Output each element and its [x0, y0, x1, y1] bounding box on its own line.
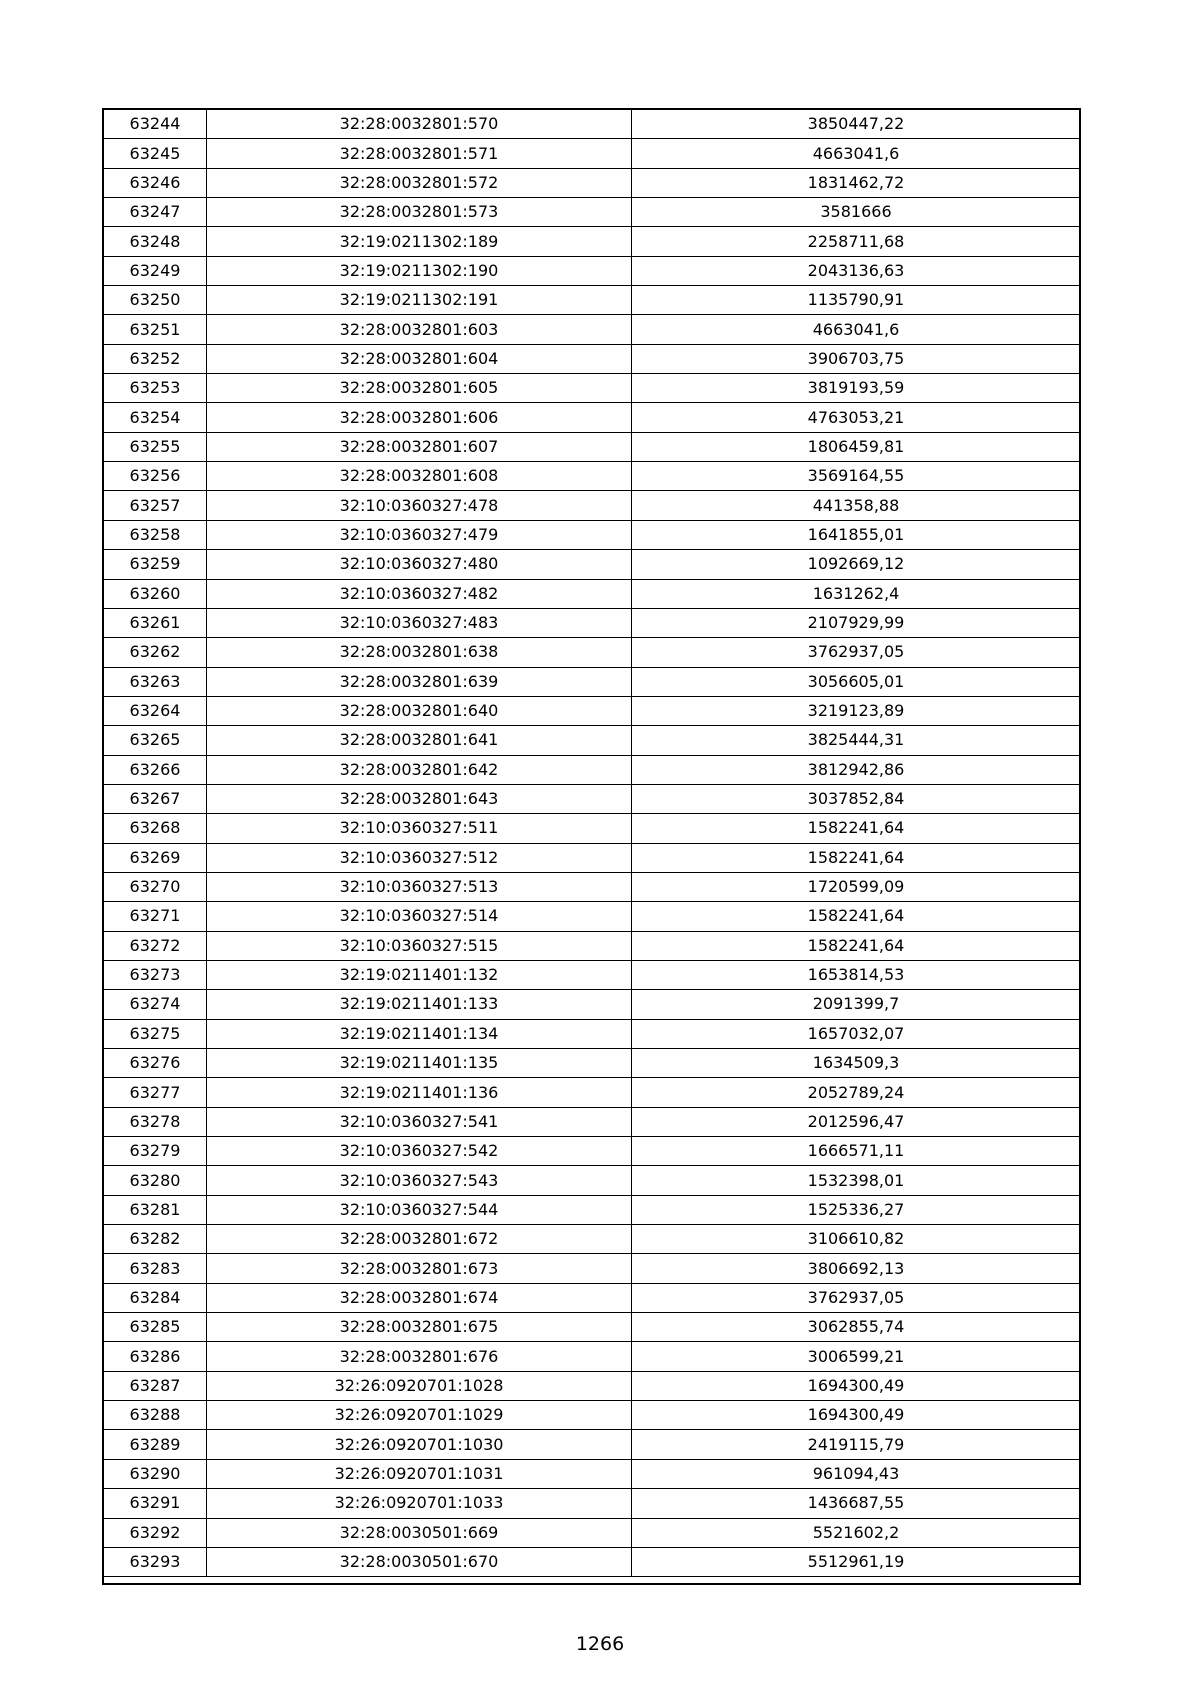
cadastral-number-cell: 32:28:0032801:673 — [207, 1254, 632, 1283]
row-number-cell: 63283 — [104, 1254, 207, 1283]
cadastral-number-cell: 32:28:0032801:638 — [207, 638, 632, 667]
cadastral-number-cell: 32:10:0360327:541 — [207, 1107, 632, 1136]
page-number: 1266 — [575, 1633, 625, 1655]
table-row — [104, 374, 1081, 403]
row-number-cell: 63265 — [104, 726, 207, 755]
cadastral-number-cell: 32:10:0360327:543 — [207, 1166, 632, 1195]
cadastral-number-cell: 32:10:0360327:513 — [207, 872, 632, 901]
table-row — [104, 1166, 1081, 1195]
cadastral-number-cell: 32:28:0032801:604 — [207, 344, 632, 373]
table-row — [104, 960, 1081, 989]
row-number-cell: 63258 — [104, 520, 207, 549]
cadastral-number-cell: 32:28:0032801:572 — [207, 168, 632, 197]
table-row — [104, 872, 1081, 901]
cadastral-number-cell: 32:19:0211401:134 — [207, 1019, 632, 1048]
value-cell: 961094,43 — [632, 1459, 1081, 1488]
cadastral-number-cell: 32:10:0360327:483 — [207, 608, 632, 637]
row-number-cell: 63248 — [104, 227, 207, 256]
row-number-cell: 63251 — [104, 315, 207, 344]
row-number-cell: 63262 — [104, 638, 207, 667]
row-number-cell: 63266 — [104, 755, 207, 784]
row-number-cell: 63279 — [104, 1137, 207, 1166]
cadastral-number-cell: 32:10:0360327:482 — [207, 579, 632, 608]
value-cell: 4663041,6 — [632, 139, 1081, 168]
cadastral-number-cell: 32:28:0032801:639 — [207, 667, 632, 696]
value-cell: 1582241,64 — [632, 902, 1081, 931]
cadastral-number-cell: 32:26:0920701:1030 — [207, 1430, 632, 1459]
table-row — [104, 1459, 1081, 1488]
row-number-cell: 63275 — [104, 1019, 207, 1048]
value-cell: 1641855,01 — [632, 520, 1081, 549]
value-cell: 3219123,89 — [632, 696, 1081, 725]
table-row — [104, 168, 1081, 197]
cadastral-number-cell: 32:28:0032801:603 — [207, 315, 632, 344]
value-cell: 2043136,63 — [632, 256, 1081, 285]
value-cell: 2012596,47 — [632, 1107, 1081, 1136]
value-cell: 2419115,79 — [632, 1430, 1081, 1459]
value-cell: 1092669,12 — [632, 550, 1081, 579]
cadastral-number-cell: 32:19:0211401:132 — [207, 960, 632, 989]
cadastral-number-cell: 32:26:0920701:1031 — [207, 1459, 632, 1488]
table-row — [104, 110, 1081, 139]
cadastral-number-cell: 32:28:0032801:640 — [207, 696, 632, 725]
table-row — [104, 726, 1081, 755]
value-cell: 1436687,55 — [632, 1489, 1081, 1518]
cadastral-number-cell: 32:28:0032801:642 — [207, 755, 632, 784]
value-cell: 1720599,09 — [632, 872, 1081, 901]
row-number-cell: 63261 — [104, 608, 207, 637]
row-number-cell: 63271 — [104, 902, 207, 931]
table-row — [104, 638, 1081, 667]
cadastral-number-cell: 32:28:0032801:571 — [207, 139, 632, 168]
table-row — [104, 1313, 1081, 1342]
row-number-cell: 63249 — [104, 256, 207, 285]
table-row — [104, 550, 1081, 579]
table-row — [104, 1283, 1081, 1312]
table-row — [104, 1019, 1081, 1048]
value-cell: 5521602,2 — [632, 1518, 1081, 1547]
value-cell: 5512961,19 — [632, 1547, 1081, 1576]
row-number-cell: 63260 — [104, 579, 207, 608]
cadastral-number-cell: 32:10:0360327:512 — [207, 843, 632, 872]
table-row — [104, 344, 1081, 373]
value-cell: 3106610,82 — [632, 1225, 1081, 1254]
table-row — [104, 696, 1081, 725]
cadastral-number-cell: 32:28:0032801:672 — [207, 1225, 632, 1254]
row-number-cell: 63278 — [104, 1107, 207, 1136]
table-row — [104, 491, 1081, 520]
value-cell: 1694300,49 — [632, 1371, 1081, 1400]
table-row — [104, 198, 1081, 227]
cadastral-number-cell: 32:28:0032801:607 — [207, 432, 632, 461]
value-cell: 1657032,07 — [632, 1019, 1081, 1048]
table-row — [104, 286, 1081, 315]
value-cell: 1631262,4 — [632, 579, 1081, 608]
value-cell: 3037852,84 — [632, 784, 1081, 813]
value-cell: 441358,88 — [632, 491, 1081, 520]
cadastral-number-cell: 32:19:0211401:136 — [207, 1078, 632, 1107]
table-row — [104, 403, 1081, 432]
cadastral-number-cell: 32:26:0920701:1033 — [207, 1489, 632, 1518]
cadastral-number-cell: 32:26:0920701:1029 — [207, 1401, 632, 1430]
row-number-cell: 63267 — [104, 784, 207, 813]
row-number-cell: 63253 — [104, 374, 207, 403]
row-number-cell: 63263 — [104, 667, 207, 696]
value-cell: 3569164,55 — [632, 462, 1081, 491]
table-row — [104, 1078, 1081, 1107]
table-body — [104, 110, 1081, 1577]
cadastral-number-cell: 32:10:0360327:514 — [207, 902, 632, 931]
table-row — [104, 931, 1081, 960]
table-row — [104, 1254, 1081, 1283]
row-number-cell: 63255 — [104, 432, 207, 461]
value-cell: 3812942,86 — [632, 755, 1081, 784]
value-cell: 3056605,01 — [632, 667, 1081, 696]
row-number-cell: 63254 — [104, 403, 207, 432]
table-row — [104, 608, 1081, 637]
value-cell: 1806459,81 — [632, 432, 1081, 461]
cadastral-number-cell: 32:19:0211302:191 — [207, 286, 632, 315]
row-number-cell: 63270 — [104, 872, 207, 901]
value-cell: 4763053,21 — [632, 403, 1081, 432]
value-cell: 1582241,64 — [632, 814, 1081, 843]
table-row — [104, 1489, 1081, 1518]
table-row — [104, 667, 1081, 696]
table-row — [104, 990, 1081, 1019]
table-row — [104, 520, 1081, 549]
row-number-cell: 63264 — [104, 696, 207, 725]
row-number-cell: 63286 — [104, 1342, 207, 1371]
value-cell: 1525336,27 — [632, 1195, 1081, 1224]
cadastral-number-cell: 32:28:0032801:606 — [207, 403, 632, 432]
row-number-cell: 63252 — [104, 344, 207, 373]
table-row — [104, 462, 1081, 491]
value-cell: 3762937,05 — [632, 1283, 1081, 1312]
row-number-cell: 63290 — [104, 1459, 207, 1488]
row-number-cell: 63287 — [104, 1371, 207, 1400]
table-row — [104, 843, 1081, 872]
value-cell: 1653814,53 — [632, 960, 1081, 989]
table-row — [104, 1518, 1081, 1547]
table-row — [104, 579, 1081, 608]
value-cell: 1831462,72 — [632, 168, 1081, 197]
row-number-cell: 63292 — [104, 1518, 207, 1547]
value-cell: 2258711,68 — [632, 227, 1081, 256]
cadastral-number-cell: 32:19:0211302:190 — [207, 256, 632, 285]
cadastral-number-cell: 32:10:0360327:479 — [207, 520, 632, 549]
row-number-cell: 63244 — [104, 110, 207, 139]
table-row — [104, 1547, 1081, 1576]
cadastral-number-cell: 32:28:0032801:570 — [207, 110, 632, 139]
value-cell: 4663041,6 — [632, 315, 1081, 344]
cadastral-number-cell: 32:28:0030501:670 — [207, 1547, 632, 1576]
table-row — [104, 1371, 1081, 1400]
row-number-cell: 63245 — [104, 139, 207, 168]
value-cell: 3850447,22 — [632, 110, 1081, 139]
cadastral-number-cell: 32:28:0032801:605 — [207, 374, 632, 403]
table-row — [104, 1225, 1081, 1254]
table-row — [104, 1137, 1081, 1166]
value-cell: 3819193,59 — [632, 374, 1081, 403]
value-cell: 3906703,75 — [632, 344, 1081, 373]
table-row — [104, 1342, 1081, 1371]
value-cell: 1582241,64 — [632, 843, 1081, 872]
row-number-cell: 63288 — [104, 1401, 207, 1430]
cadastral-number-cell: 32:10:0360327:515 — [207, 931, 632, 960]
value-cell: 1634509,3 — [632, 1049, 1081, 1078]
table-row — [104, 1430, 1081, 1459]
cadastral-number-cell: 32:19:0211401:133 — [207, 990, 632, 1019]
value-cell: 3806692,13 — [632, 1254, 1081, 1283]
cadastral-number-cell: 32:10:0360327:544 — [207, 1195, 632, 1224]
cadastral-number-cell: 32:28:0032801:608 — [207, 462, 632, 491]
row-number-cell: 63247 — [104, 198, 207, 227]
table-row — [104, 256, 1081, 285]
row-number-cell: 63293 — [104, 1547, 207, 1576]
cadastral-number-cell: 32:10:0360327:511 — [207, 814, 632, 843]
table-row — [104, 902, 1081, 931]
cadastral-number-cell: 32:28:0032801:676 — [207, 1342, 632, 1371]
row-number-cell: 63259 — [104, 550, 207, 579]
cadastre-table — [103, 109, 1081, 1577]
row-number-cell: 63277 — [104, 1078, 207, 1107]
cadastral-number-cell: 32:28:0032801:573 — [207, 198, 632, 227]
value-cell: 3825444,31 — [632, 726, 1081, 755]
value-cell: 2107929,99 — [632, 608, 1081, 637]
cadastral-number-cell: 32:26:0920701:1028 — [207, 1371, 632, 1400]
value-cell: 3581666 — [632, 198, 1081, 227]
cadastral-number-cell: 32:28:0032801:641 — [207, 726, 632, 755]
row-number-cell: 63289 — [104, 1430, 207, 1459]
value-cell: 3762937,05 — [632, 638, 1081, 667]
row-number-cell: 63276 — [104, 1049, 207, 1078]
cadastral-number-cell: 32:28:0032801:674 — [207, 1283, 632, 1312]
row-number-cell: 63291 — [104, 1489, 207, 1518]
table-row — [104, 755, 1081, 784]
cadastral-number-cell: 32:10:0360327:480 — [207, 550, 632, 579]
row-number-cell: 63281 — [104, 1195, 207, 1224]
row-number-cell: 63284 — [104, 1283, 207, 1312]
row-number-cell: 63274 — [104, 990, 207, 1019]
value-cell: 1135790,91 — [632, 286, 1081, 315]
cadastral-number-cell: 32:19:0211302:189 — [207, 227, 632, 256]
cadastral-number-cell: 32:28:0032801:675 — [207, 1313, 632, 1342]
row-number-cell: 63246 — [104, 168, 207, 197]
row-number-cell: 63269 — [104, 843, 207, 872]
value-cell: 2091399,7 — [632, 990, 1081, 1019]
value-cell: 1666571,11 — [632, 1137, 1081, 1166]
table-row — [104, 1107, 1081, 1136]
cadastral-number-cell: 32:10:0360327:478 — [207, 491, 632, 520]
row-number-cell: 63268 — [104, 814, 207, 843]
cadastral-number-cell: 32:28:0030501:669 — [207, 1518, 632, 1547]
value-cell: 3062855,74 — [632, 1313, 1081, 1342]
table-row — [104, 227, 1081, 256]
table-row — [104, 432, 1081, 461]
value-cell: 2052789,24 — [632, 1078, 1081, 1107]
row-number-cell: 63282 — [104, 1225, 207, 1254]
row-number-cell: 63257 — [104, 491, 207, 520]
row-number-cell: 63285 — [104, 1313, 207, 1342]
row-number-cell: 63280 — [104, 1166, 207, 1195]
table-row — [104, 814, 1081, 843]
table-row — [104, 1401, 1081, 1430]
row-number-cell: 63272 — [104, 931, 207, 960]
cadastral-number-cell: 32:10:0360327:542 — [207, 1137, 632, 1166]
table-row — [104, 1049, 1081, 1078]
table-row — [104, 784, 1081, 813]
table-row — [104, 315, 1081, 344]
value-cell: 1532398,01 — [632, 1166, 1081, 1195]
row-number-cell: 63273 — [104, 960, 207, 989]
value-cell: 3006599,21 — [632, 1342, 1081, 1371]
table-row — [104, 1195, 1081, 1224]
cadastral-number-cell: 32:28:0032801:643 — [207, 784, 632, 813]
cadastral-number-cell: 32:19:0211401:135 — [207, 1049, 632, 1078]
row-number-cell: 63256 — [104, 462, 207, 491]
table-row — [104, 139, 1081, 168]
value-cell: 1582241,64 — [632, 931, 1081, 960]
row-number-cell: 63250 — [104, 286, 207, 315]
value-cell: 1694300,49 — [632, 1401, 1081, 1430]
